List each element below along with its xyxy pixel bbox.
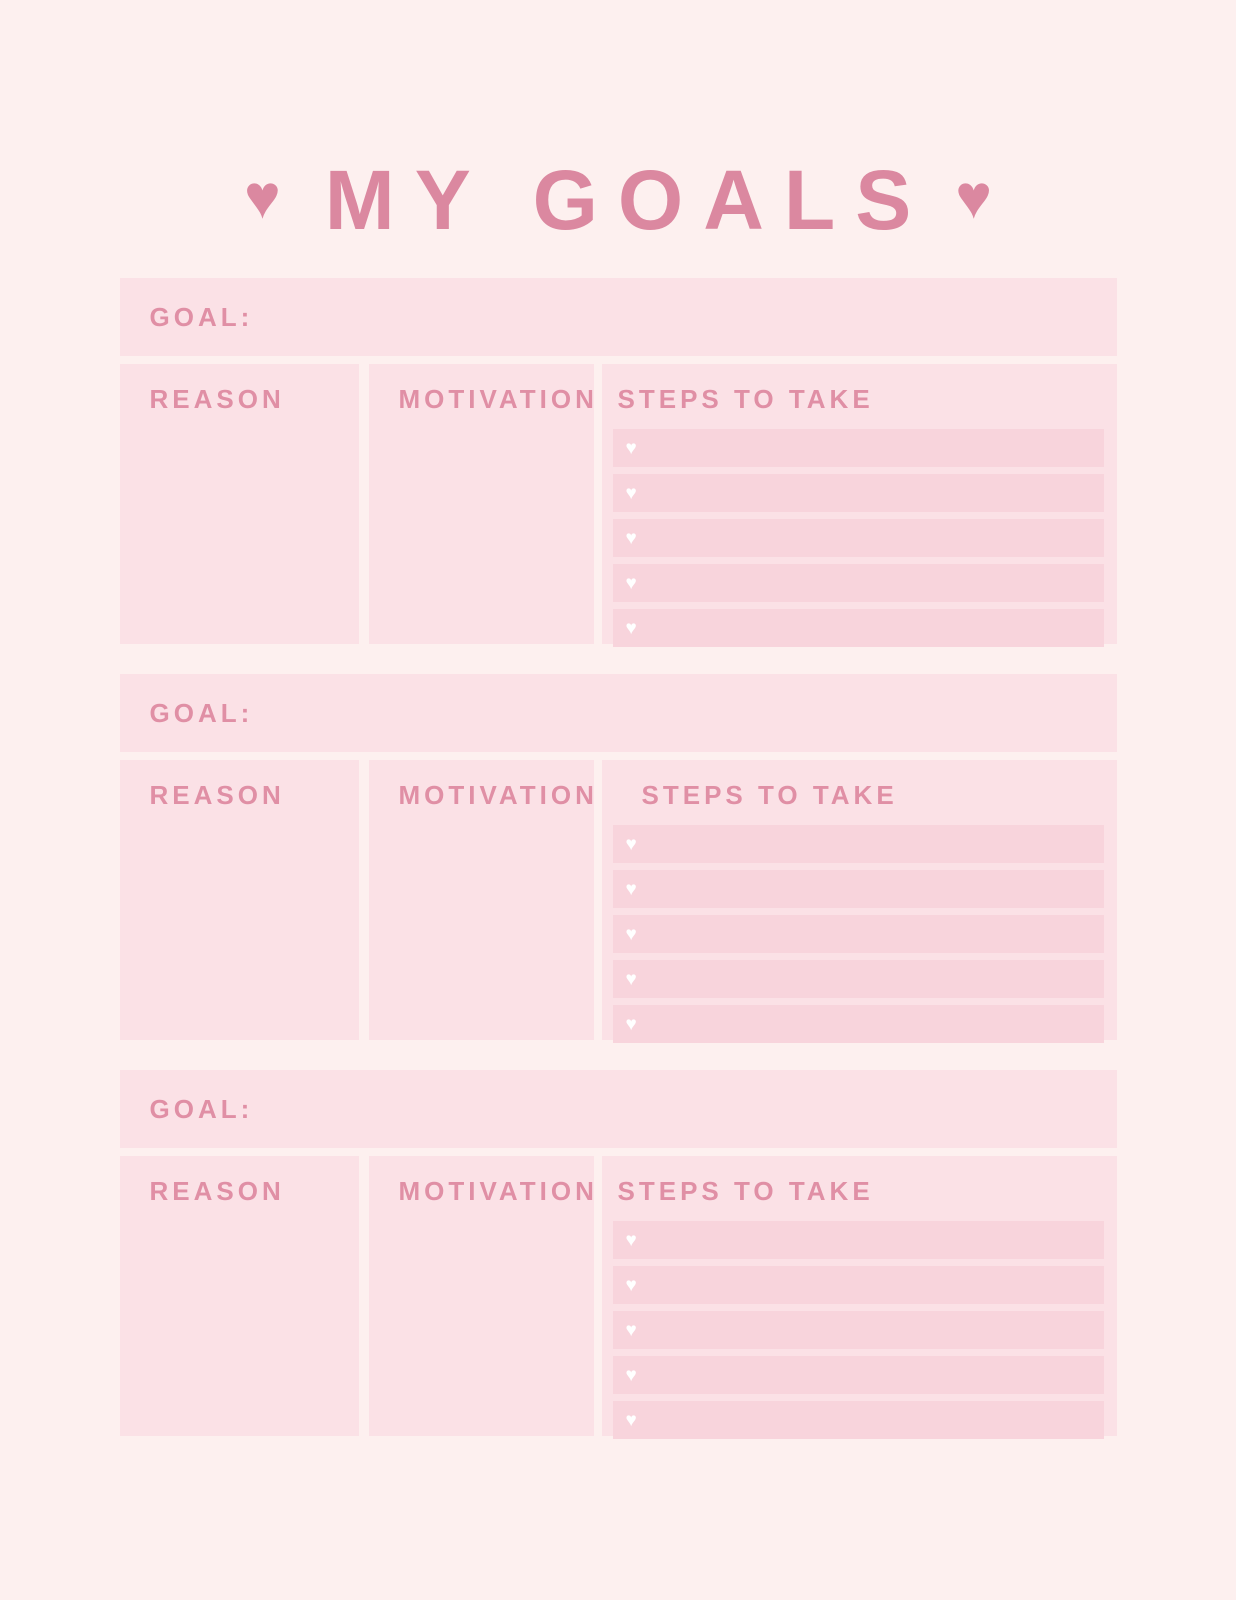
steps-label: STEPS TO TAKE — [641, 780, 898, 810]
title-text: MY GOALS — [324, 153, 932, 247]
heart-icon-left: ♥ — [243, 163, 281, 232]
reason-panel[interactable] — [120, 364, 359, 644]
reason-panel[interactable] — [120, 1156, 359, 1436]
goal-input[interactable] — [253, 674, 1116, 752]
step-row[interactable] — [613, 519, 1104, 557]
step-row[interactable] — [613, 915, 1104, 953]
step-row[interactable] — [613, 1401, 1104, 1439]
reason-label: REASON — [149, 1176, 285, 1206]
section-columns — [120, 1156, 1117, 1436]
goal-label: GOAL: — [149, 698, 254, 728]
step-row[interactable] — [613, 1266, 1104, 1304]
goal-bar — [120, 1070, 1117, 1148]
reason-label: REASON — [149, 780, 285, 810]
steps-panel — [602, 1156, 1117, 1436]
steps-panel — [602, 364, 1117, 644]
heart-bullet-icon: ♥ — [625, 572, 637, 594]
steps-label: STEPS TO TAKE — [617, 1176, 874, 1206]
heart-bullet-icon: ♥ — [625, 1319, 637, 1341]
heart-bullet-icon: ♥ — [625, 482, 637, 504]
goal-label: GOAL: — [149, 1094, 254, 1124]
step-row[interactable] — [613, 609, 1104, 647]
motivation-label: MOTIVATION — [398, 384, 598, 414]
motivation-label: MOTIVATION — [398, 780, 598, 810]
goal-label: GOAL: — [149, 302, 254, 332]
steps-label: STEPS TO TAKE — [617, 384, 874, 414]
goal-bar — [120, 674, 1117, 752]
goal-bar — [120, 278, 1117, 356]
step-row[interactable] — [613, 1311, 1104, 1349]
heart-bullet-icon: ♥ — [625, 1409, 637, 1431]
step-row[interactable] — [613, 429, 1104, 467]
step-row[interactable] — [613, 564, 1104, 602]
step-row[interactable] — [613, 1356, 1104, 1394]
goal-input[interactable] — [253, 1070, 1116, 1148]
step-row[interactable] — [613, 474, 1104, 512]
step-row[interactable] — [613, 1221, 1104, 1259]
motivation-panel[interactable] — [369, 364, 598, 644]
heart-bullet-icon: ♥ — [625, 1013, 637, 1035]
heart-bullet-icon: ♥ — [625, 968, 637, 990]
step-row[interactable] — [613, 960, 1104, 998]
heart-bullet-icon: ♥ — [625, 1274, 637, 1296]
heart-bullet-icon: ♥ — [625, 527, 637, 549]
heart-icon-right: ♥ — [955, 163, 993, 232]
goal-input[interactable] — [253, 278, 1116, 356]
heart-bullet-icon: ♥ — [625, 878, 637, 900]
steps-panel — [602, 760, 1117, 1040]
heart-bullet-icon: ♥ — [625, 923, 637, 945]
page-title — [0, 0, 1236, 247]
reason-panel[interactable] — [120, 760, 359, 1040]
goal-section-2 — [120, 674, 1117, 1040]
step-row[interactable] — [613, 1005, 1104, 1043]
goal-section-1 — [120, 278, 1117, 644]
motivation-panel[interactable] — [369, 760, 598, 1040]
step-row[interactable] — [613, 825, 1104, 863]
reason-label: REASON — [149, 384, 285, 414]
heart-bullet-icon: ♥ — [625, 833, 637, 855]
step-row[interactable] — [613, 870, 1104, 908]
sections-container — [120, 278, 1117, 1436]
heart-bullet-icon: ♥ — [625, 437, 637, 459]
goal-section-3 — [120, 1070, 1117, 1436]
section-columns — [120, 364, 1117, 644]
motivation-panel[interactable] — [369, 1156, 598, 1436]
heart-bullet-icon: ♥ — [625, 1364, 637, 1386]
heart-bullet-icon: ♥ — [625, 617, 637, 639]
motivation-label: MOTIVATION — [398, 1176, 598, 1206]
heart-bullet-icon: ♥ — [625, 1229, 637, 1251]
section-columns — [120, 760, 1117, 1040]
